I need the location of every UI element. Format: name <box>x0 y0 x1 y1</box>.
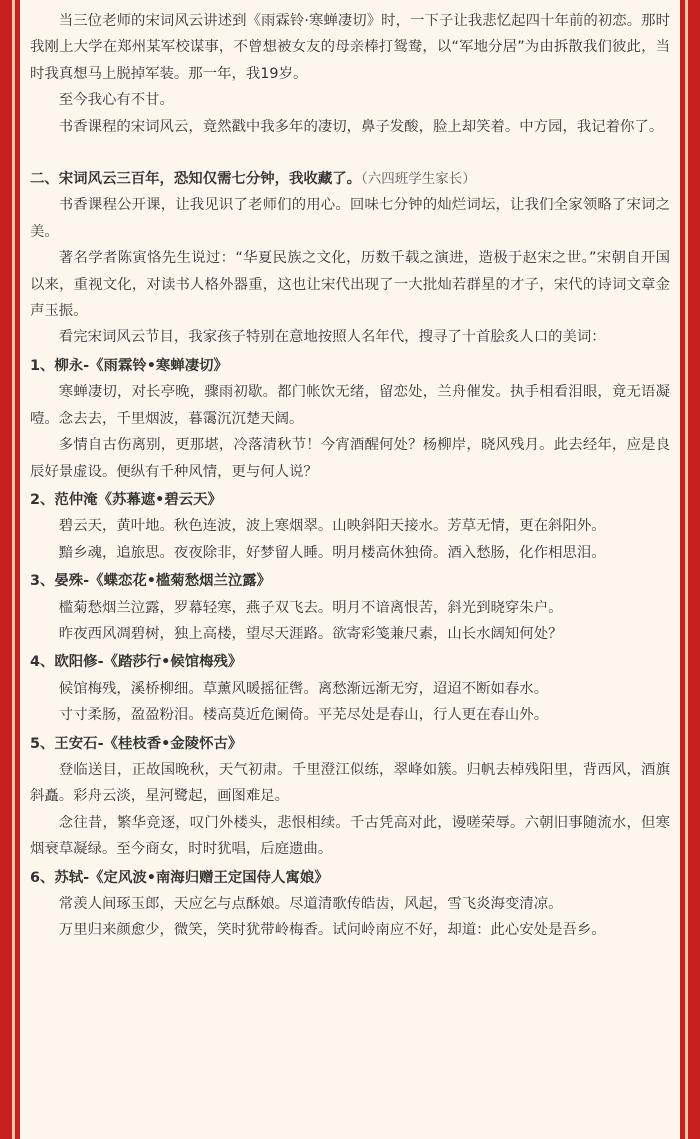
section-paragraph-1: 书香课程公开课，让我见识了老师们的用心。回味七分钟的灿烂词坛，让我们全家领略了宋词之美。 <box>30 197 670 240</box>
poem-stanza: 万里归来颜愈少，微笑，笑时犹带岭梅香。试问岭南应不好，却道：此心安处是吾乡。 <box>58 922 606 939</box>
intro-paragraph-3: 书香课程的宋词风云，竟然戳中我多年的凄切，鼻子发酸，脸上却笑着。中方园，我记着你了。 <box>58 118 664 135</box>
poem-stanza: 昨夜西风凋碧树，独上高楼，望尽天涯路。欲寄彩笺兼尺素，山长水阔知何处？ <box>58 625 563 642</box>
poem-title: 4、欧阳修-《踏莎行•候馆梅残》 <box>30 654 243 671</box>
poem-title: 3、晏殊-《蝶恋花•槛菊愁烟兰泣露》 <box>30 573 272 590</box>
section-heading-note: （六四班学生家长） <box>361 171 476 188</box>
section-spacer <box>30 140 670 166</box>
section-paragraph-3: 看完宋词风云节目，我家孩子特别在意地按照人名年代，搜寻了十首脍炙人口的美词： <box>58 329 606 346</box>
section-paragraph-2: 著名学者陈寅恪先生说过：“华夏民族之文化，历数千载之演进，造极于赵宋之世。”宋朝自开国以来，重视文化，对读书人格外器重，这也让宋代出现了一大批灿若群星的才子，宋代的诗词文章金声玉振。 <box>30 250 670 320</box>
poem-title: 5、王安石-《桂枝香•金陵怀古》 <box>30 735 243 752</box>
poem-stanza: 黯乡魂，追旅思。夜夜除非，好梦留人睡。明月楼高休独倚。酒入愁肠，化作相思泪。 <box>58 544 606 561</box>
poem-stanza: 槛菊愁烟兰泣露，罗幕轻寒，燕子双飞去。明月不谙离恨苦，斜光到晓穿朱户。 <box>58 599 563 616</box>
poem-6 <box>30 865 670 944</box>
poem-5 <box>30 731 670 863</box>
poem-stanza: 念往昔，繁华竞逐，叹门外楼头，悲恨相续。千古凭高对此，谩嗟荣辱。六朝旧事随流水，但寒烟衰草凝绿。至今商女，时时犹唱，后庭遗曲。 <box>30 814 670 858</box>
poem-title: 6、苏轼-《定风波•南海归赠王定国侍人寓娘》 <box>30 869 329 886</box>
article-body <box>20 0 680 1139</box>
poem-stanza: 常羡人间琢玉郎，天应乞与点酥娘。尽道清歌传皓齿，风起，雪飞炎海变清凉。 <box>58 896 563 912</box>
poem-stanza: 多情自古伤离别，更那堪，冷落清秋节！今宵酒醒何处？杨柳岸，晓风残月。此去经年，应是良辰好景虚设。便纵有千种风情，更与何人说？ <box>30 437 670 480</box>
poem-1 <box>30 353 670 485</box>
intro-paragraph-2: 至今我心有不甘。 <box>58 92 174 109</box>
poem-title: 1、柳永-《雨霖铃•寒蝉凄切》 <box>30 357 228 374</box>
section-heading <box>30 166 670 192</box>
poem-stanza: 寒蝉凄切，对长亭晚，骤雨初歇。都门帐饮无绪，留恋处，兰舟催发。执手相看泪眼，竟无语凝噎。念去去，千里烟波，暮霭沉沉楚天阔。 <box>30 384 670 427</box>
section-heading-text: 二、宋词风云三百年，恐知仅需七分钟，我收藏了。 <box>30 171 361 188</box>
poem-stanza: 碧云天，黄叶地。秋色连波，波上寒烟翠。山映斜阳天接水。芳草无情，更在斜阳外。 <box>58 518 606 535</box>
poem-stanza: 登临送目，正故国晚秋，天气初肃。千里澄江似练，翠峰如簇。归帆去棹残阳里，背西风，酒旗斜矗。彩舟云淡，星河鹭起，画图难足。 <box>30 761 670 805</box>
poem-2 <box>30 487 670 566</box>
poem-stanza: 寸寸柔肠，盈盈粉泪。楼高莫近危阑倚。平芜尽处是春山，行人更在春山外。 <box>58 707 549 724</box>
intro-paragraph-1: 当三位老师的宋词风云讲述到《雨霖铃·寒蝉凄切》时，一下子让我悲忆起四十年前的初恋。那时我刚上大学在郑州某军校谋事，不曾想被女友的母亲棒打鸳鸯，以“军地分居”为由拆散我们彼此，当时我真想马上脱掉军装。那一年，我19岁。 <box>30 13 670 82</box>
poem-4 <box>30 649 670 728</box>
poem-title: 2、范仲淹《苏幕遮•碧云天》 <box>30 491 222 508</box>
poem-stanza: 候馆梅残，溪桥柳细。草薰风暖摇征辔。离愁渐远渐无穷，迢迢不断如春水。 <box>58 680 549 697</box>
poem-3 <box>30 568 670 647</box>
